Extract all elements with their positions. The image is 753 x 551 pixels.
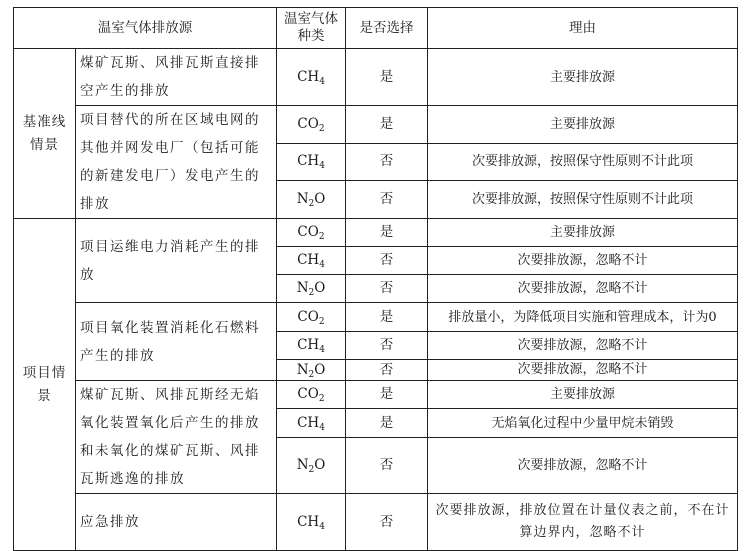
header-selected: 是否选择	[346, 8, 428, 49]
reason-cell: 次要排放源，排放位置在计量仪表之前，不在计算边界内，忽略不计	[428, 494, 738, 551]
reason-cell: 主要排放源	[428, 381, 738, 409]
gas-cell: $CH_4$	[277, 332, 346, 360]
source-description: 项目替代的所在区域电网的其他并网发电厂（包括可能的新建发电厂）发电产生的排放	[76, 106, 277, 219]
source-description: 煤矿瓦斯、风排瓦斯经无焰氧化装置氧化后产生的排放和未氧化的煤矿瓦斯、风排瓦斯逃逸的排放	[76, 381, 277, 494]
reason-cell: 次要排放源，忽略不计	[428, 275, 738, 303]
gas-cell: $N_2O$	[277, 181, 346, 219]
source-description: 应急排放	[76, 494, 277, 551]
reason-cell: 主要排放源	[428, 106, 738, 144]
gas-cell: $N_2O$	[277, 438, 346, 494]
reason-cell: 无焰氧化过程中少量甲烷未销毁	[428, 409, 738, 438]
header-row	[14, 8, 738, 49]
gas-cell: $CH_4$	[277, 49, 346, 106]
reason-cell: 次要排放源，忽略不计	[428, 247, 738, 275]
reason-cell: 次要排放源，按照保守性原则不计此项	[428, 143, 738, 181]
source-description: 项目运维电力消耗产生的排放	[76, 219, 277, 303]
selected-cell: 否	[346, 181, 428, 219]
selected-cell: 否	[346, 494, 428, 551]
selected-cell: 否	[346, 247, 428, 275]
reason-cell: 次要排放源，忽略不计	[428, 332, 738, 360]
source-description: 项目氧化装置消耗化石燃料产生的排放	[76, 303, 277, 381]
selected-cell: 是	[346, 303, 428, 332]
gas-cell: $CO_2$	[277, 106, 346, 144]
selected-cell: 是	[346, 49, 428, 106]
table-row	[14, 106, 738, 144]
reason-cell: 次要排放源，按照保守性原则不计此项	[428, 181, 738, 219]
source-description: 煤矿瓦斯、风排瓦斯直接排空产生的排放	[76, 49, 277, 106]
emission-sources-table	[13, 7, 738, 551]
selected-cell: 否	[346, 275, 428, 303]
gas-cell: $N_2O$	[277, 275, 346, 303]
selected-cell: 是	[346, 381, 428, 409]
header-gas-type: 温室气体种类	[277, 8, 346, 49]
category-project: 项目情景	[14, 219, 76, 551]
table-row	[14, 49, 738, 106]
table-row	[14, 381, 738, 409]
header-reason: 理由	[428, 8, 738, 49]
reason-cell: 排放量小，为降低项目实施和管理成本，计为0	[428, 303, 738, 332]
selected-cell: 否	[346, 332, 428, 360]
emission-table-container	[13, 7, 738, 551]
selected-cell: 否	[346, 360, 428, 381]
category-baseline: 基准线情景	[14, 49, 76, 219]
header-source: 温室气体排放源	[14, 8, 277, 49]
reason-cell: 次要排放源，忽略不计	[428, 360, 738, 381]
gas-cell: $N_2O$	[277, 360, 346, 381]
gas-cell: $CH_4$	[277, 409, 346, 438]
table-row	[14, 219, 738, 247]
reason-cell: 主要排放源	[428, 219, 738, 247]
selected-cell: 是	[346, 219, 428, 247]
gas-cell: $CH_4$	[277, 143, 346, 181]
reason-cell: 次要排放源，忽略不计	[428, 438, 738, 494]
reason-cell: 主要排放源	[428, 49, 738, 106]
gas-cell: $CH_4$	[277, 247, 346, 275]
gas-cell: $CO_2$	[277, 303, 346, 332]
selected-cell: 是	[346, 409, 428, 438]
selected-cell: 否	[346, 143, 428, 181]
table-row	[14, 303, 738, 332]
gas-cell: $CO_2$	[277, 381, 346, 409]
gas-cell: $CO_2$	[277, 219, 346, 247]
selected-cell: 是	[346, 106, 428, 144]
selected-cell: 否	[346, 438, 428, 494]
gas-cell: $CH_4$	[277, 494, 346, 551]
